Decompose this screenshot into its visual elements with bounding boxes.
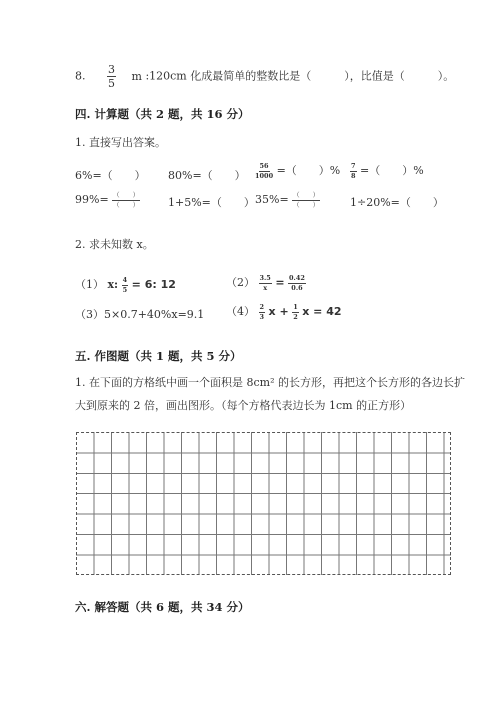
equation-3: （3）5×0.7+40%x=9.1 xyxy=(75,308,205,321)
section-6-heading: 六. 解答题（共 6 题，共 34 分） xyxy=(75,600,250,614)
calc-fraction-7-8: $\frac{7}{8}$ =（ ）% xyxy=(351,162,424,180)
unit-meter: m xyxy=(131,69,142,83)
section-4-heading: 四. 计算题（共 2 题，共 16 分） xyxy=(75,107,250,121)
section-5-heading: 五. 作图题（共 1 题，共 5 分） xyxy=(75,349,242,363)
section-5-question-line-2: 大到原来的 2 倍，画出图形。（每个方格代表边长为 1cm 的正方形） xyxy=(75,399,412,412)
question-number: 8. xyxy=(75,69,86,83)
section-5-question-line-1: 1. 在下面的方格纸中画一个面积是 8cm² 的长方形，再把这个长方形的各边长扩 xyxy=(75,376,465,389)
calc-1-plus-5-percent: 1+5%=（ ） xyxy=(168,196,255,209)
question-8-text: :120cm 化成最简单的整数比是（ ），比值是（ ）。 xyxy=(145,69,455,83)
equation-2: （2） $\frac{3.5}{x}$ = $\frac{0.42}{0.6}$ xyxy=(226,274,305,292)
section-4-q1-title: 1. 直接写出答案。 xyxy=(75,136,166,149)
section-4-q2-title: 2. 求未知数 x。 xyxy=(75,238,154,251)
equation-1: （1） x: $\frac{4}{5}$ = 6: 12 xyxy=(75,276,176,294)
equation-4: （4） $\frac{2}{3}$ x + $\frac{1}{2}$ x = 42 xyxy=(226,303,342,321)
question-8 xyxy=(75,64,454,89)
calc-1-div-20-percent: 1÷20%=（ ） xyxy=(350,196,444,209)
calc-6-percent: 6%=（ ） xyxy=(75,169,146,182)
fraction-three-fifths: $\frac{3}{5}$ xyxy=(108,63,115,90)
calc-35-percent: 35%= $\frac{( )}{( )}$ xyxy=(255,191,320,209)
drawing-grid[interactable] xyxy=(76,432,451,575)
calc-80-percent: 80%=（ ） xyxy=(168,169,246,182)
calc-99-percent: 99%= $\frac{( )}{( )}$ xyxy=(75,191,140,209)
calc-fraction-56-1000: $\frac{56}{1000}$ =（ ）% xyxy=(255,162,341,180)
